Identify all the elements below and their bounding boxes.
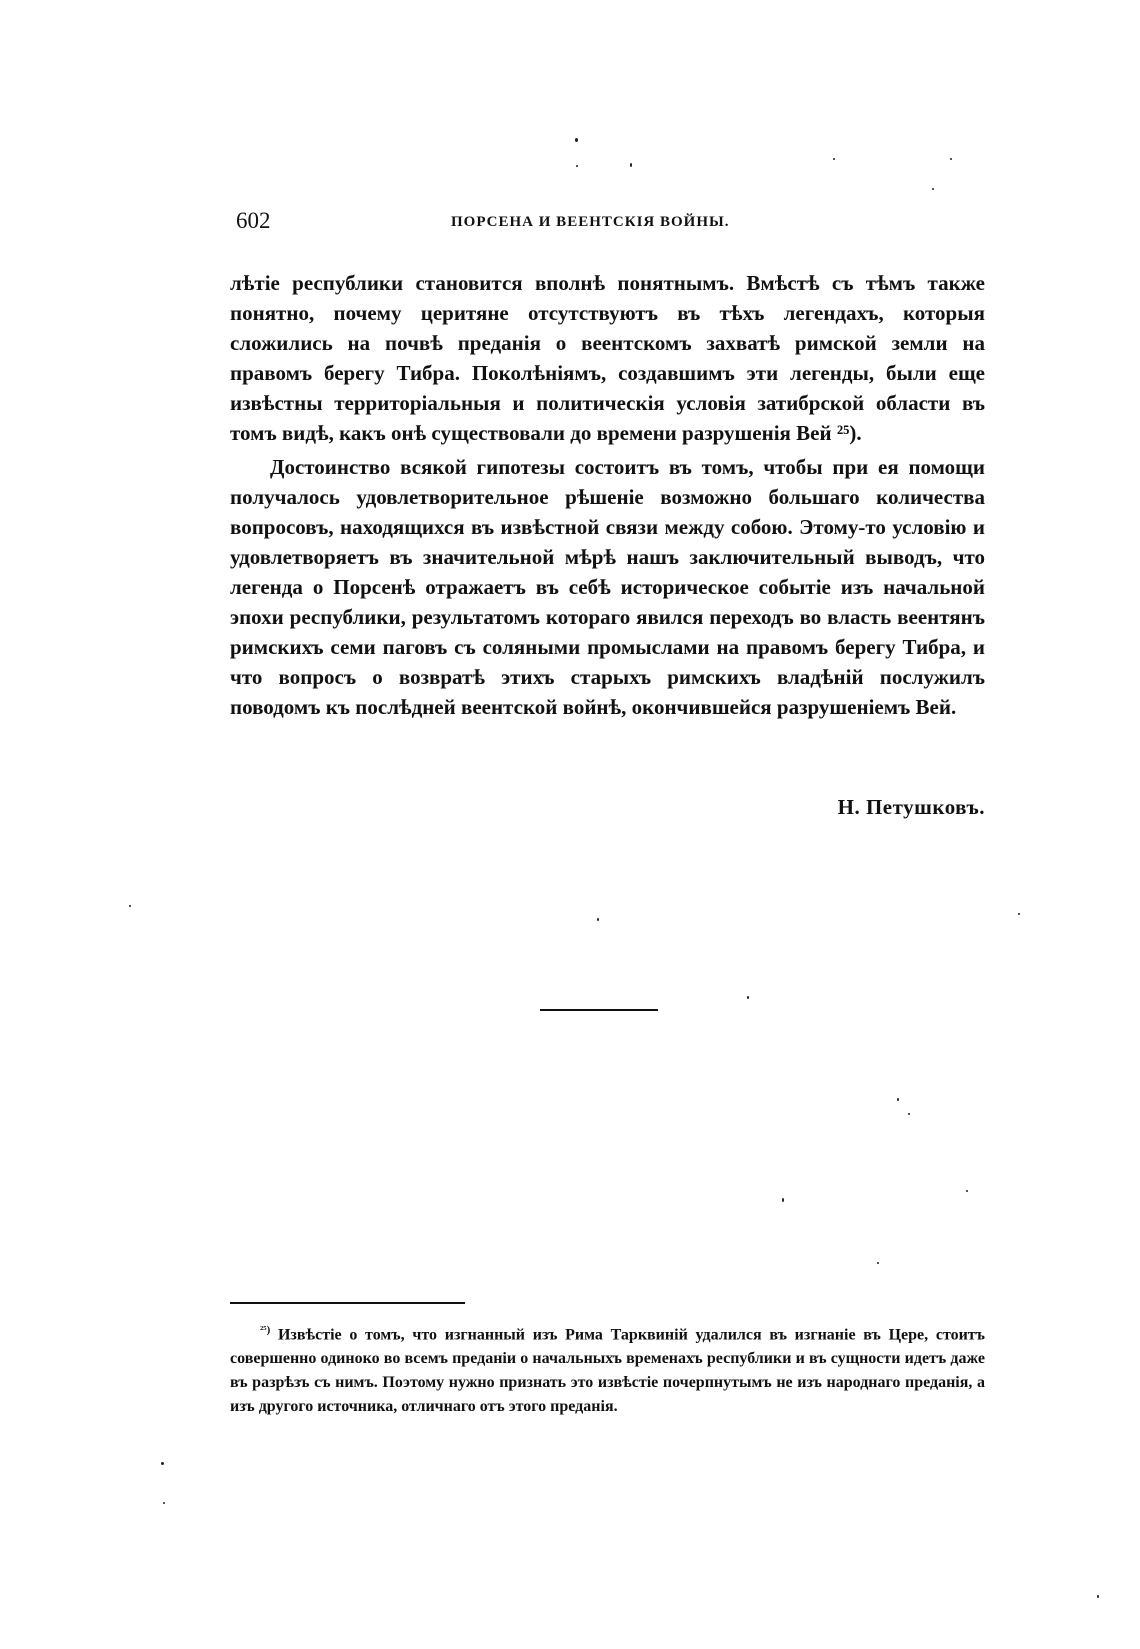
scan-speck — [597, 918, 599, 921]
scan-speck — [1018, 913, 1020, 915]
page-number: 602 — [236, 208, 271, 233]
scan-speck — [833, 158, 835, 160]
running-head — [236, 208, 978, 242]
section-separator-rule — [540, 1009, 658, 1011]
footnote-marker: ²⁵) — [260, 1324, 271, 1336]
paragraph-1: лѣтіе республики становится вполнѣ понятнымъ. Вмѣстѣ съ тѣмъ также понятно, почему церитяне отсутствуютъ въ тѣхъ легендахъ, которыя сложились на почвѣ преданія о веентскомъ захватѣ римской земли на правомъ берегу Тибра. Поколѣніямъ, создавшимъ эти легенды, были еще извѣстны территоріальныя и политическія условія затибрской области въ томъ видѣ, какъ онѣ существовали до времени разрушенія Вей ²⁵). — [230, 271, 985, 445]
scan-speck — [897, 1098, 899, 1101]
scan-speck — [576, 165, 578, 167]
footnote-rule — [230, 1302, 465, 1304]
scan-speck — [782, 1198, 784, 1202]
author-signature: Н. Петушковъ. — [837, 795, 985, 819]
running-title: ПОРСЕНА И ВЕЕНТСКІЯ ВОЙНЫ. — [451, 214, 730, 230]
footnote-text: Извѣстіе о томъ, что изгнанный изъ Рима Тарквиній удалился въ изгнаніе въ Цере, стоитъ совершенно одиноко во всемъ преданіи о начальныхъ временахъ республики и въ сущности идетъ даже въ разрѣзъ съ нимъ. Поэтому нужно признать это извѣстіе почерпнутымъ не изъ народнаго преданія, а изъ другого источника, отличнаго отъ этого преданія. — [230, 1326, 985, 1416]
scan-speck — [932, 188, 934, 190]
scan-speck — [908, 1113, 910, 1115]
scan-speck — [575, 138, 578, 142]
scan-speck — [950, 158, 952, 160]
body-text — [230, 268, 985, 722]
scan-speck — [747, 996, 749, 999]
footnote — [230, 1318, 985, 1419]
scan-speck — [163, 1502, 165, 1504]
scan-speck — [877, 1262, 879, 1264]
footnote-25 — [230, 1318, 985, 1419]
scan-speck — [129, 905, 131, 907]
scan-speck — [1097, 1595, 1099, 1598]
scan-speck — [630, 163, 632, 167]
paragraph-2: Достоинство всякой гипотезы состоитъ въ томъ, чтобы при ея помощи получалось удовлетворительное рѣшеніе возможно большаго количества вопросовъ, находящихся въ извѣстной связи между собою. Этому-то условію и удовлетворяетъ въ значительной мѣрѣ нашъ заключительный выводъ, что легенда о Порсенѣ отражаетъ въ себѣ историческое событіе изъ начальной эпохи республики, результатомъ котораго явился переходъ во власть веентянъ римскихъ семи паговъ съ соляными промыслами на правомъ берегу Тибра, и что вопросъ о возвратѣ этихъ старыхъ римскихъ владѣній послужилъ поводомъ къ послѣдней веентской войнѣ, окончившейся разрушеніемъ Вей. — [230, 455, 985, 719]
scan-speck — [161, 1462, 164, 1465]
scan-speck — [966, 1190, 968, 1192]
